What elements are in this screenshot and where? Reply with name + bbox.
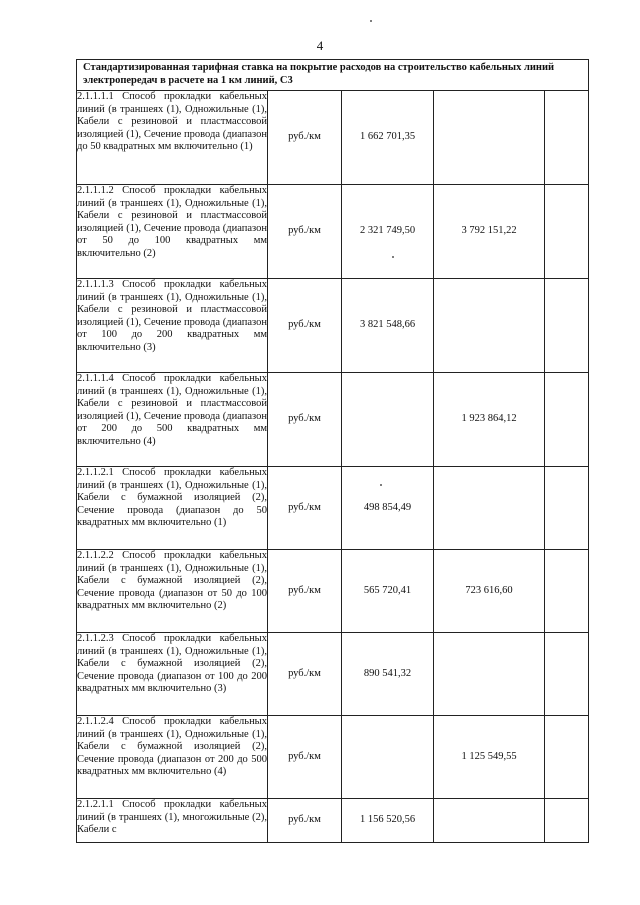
table-row: [77, 550, 589, 633]
table-row: [77, 716, 589, 799]
table-header-row: [77, 60, 589, 91]
row-value-1: 1 662 701,35: [342, 91, 434, 185]
row-unit: руб./км: [268, 185, 342, 279]
row-unit: руб./км: [268, 550, 342, 633]
page-number: 4: [316, 38, 324, 53]
row-description: 2.1.1.1.3 Способ прокладки кабельных линий (в траншеях (1), Одножильные (1), Кабели с резиновой и пластмассовой изоляцией (1), Сечение провода (диапазон от 100 до 200 квадратных мм включительно (3): [77, 279, 268, 373]
row-value-1: 3 821 548,66: [342, 279, 434, 373]
row-value-1: 565 720,41: [342, 550, 434, 633]
row-description: 2.1.1.2.2 Способ прокладки кабельных линий (в траншеях (1), Одножильные (1), Кабели с бумажной изоляцией (2), Сечение провода (диапазон от 50 до 100 квадратных мм включительно (2): [77, 550, 268, 633]
row-description: 2.1.1.2.3 Способ прокладки кабельных линий (в траншеях (1), Одножильные (1), Кабели с бумажной изоляцией (2), Сечение провода (диапазон от 100 до 200 квадратных мм включительно (3): [77, 633, 268, 716]
row-value-3: [545, 373, 589, 467]
scan-speck: [392, 256, 394, 258]
row-value-2: 1 923 864,12: [434, 373, 545, 467]
row-value-1: [342, 716, 434, 799]
row-value-2: [434, 633, 545, 716]
row-unit: руб./км: [268, 716, 342, 799]
row-unit: руб./км: [268, 633, 342, 716]
scan-speck: [370, 20, 372, 22]
row-description: 2.1.1.1.1 Способ прокладки кабельных линий (в траншеях (1), Одножильные (1), Кабели с резиновой и пластмассовой изоляцией (1), Сечение провода (диапазон до 50 квадратных мм включительно (1): [77, 91, 268, 185]
row-value-2: 723 616,60: [434, 550, 545, 633]
row-value-1: [342, 373, 434, 467]
table-row: [77, 799, 589, 843]
row-description: 2.1.1.1.2 Способ прокладки кабельных линий (в траншеях (1), Одножильные (1), Кабели с резиновой и пластмассовой изоляцией (1), Сечение провода (диапазон от 50 до 100 квадратных мм включительно (2): [77, 185, 268, 279]
row-value-2: [434, 467, 545, 550]
tariff-table: [76, 59, 589, 843]
row-value-2: [434, 91, 545, 185]
table-header: Стандартизированная тарифная ставка на покрытие расходов на строительство кабельных линий электропередач в расчете на 1 км линий, С3: [77, 60, 589, 91]
row-description: 2.1.1.1.4 Способ прокладки кабельных линий (в траншеях (1), Одножильные (1), Кабели с резиновой и пластмассовой изоляцией (1), Сечение провода (диапазон от 200 до 500 квадратных мм включительно (4): [77, 373, 268, 467]
row-value-3: [545, 716, 589, 799]
row-value-3: [545, 91, 589, 185]
row-unit: руб./км: [268, 91, 342, 185]
row-value-1: 498 854,49: [342, 467, 434, 550]
row-value-3: [545, 550, 589, 633]
row-value-3: [545, 633, 589, 716]
row-value-2: 1 125 549,55: [434, 716, 545, 799]
row-description: 2.1.1.2.4 Способ прокладки кабельных линий (в траншеях (1), Одножильные (1), Кабели с бумажной изоляцией (2), Сечение провода (диапазон от 200 до 500 квадратных мм включительно (4): [77, 716, 268, 799]
table-row: [77, 633, 589, 716]
row-unit: руб./км: [268, 467, 342, 550]
row-value-3: [545, 279, 589, 373]
row-value-1: 890 541,32: [342, 633, 434, 716]
table-row: [77, 279, 589, 373]
table-row: [77, 373, 589, 467]
row-description: 2.1.2.1.1 Способ прокладки кабельных линий (в траншеях (1), многожильные (2), Кабели с: [77, 799, 268, 843]
row-unit: руб./км: [268, 799, 342, 843]
row-value-2: 3 792 151,22: [434, 185, 545, 279]
table-row: [77, 91, 589, 185]
row-value-1: 2 321 749,50: [342, 185, 434, 279]
row-unit: руб./км: [268, 279, 342, 373]
table-row: [77, 185, 589, 279]
table-row: [77, 467, 589, 550]
row-value-1: 1 156 520,56: [342, 799, 434, 843]
row-unit: руб./км: [268, 373, 342, 467]
row-description: 2.1.1.2.1 Способ прокладки кабельных линий (в траншеях (1), Одножильные (1), Кабели с бумажной изоляцией (2), Сечение провода (диапазон до 50 квадратных мм включительно (1): [77, 467, 268, 550]
row-value-2: [434, 799, 545, 843]
row-value-3: [545, 185, 589, 279]
scan-speck: [380, 484, 382, 486]
row-value-2: [434, 279, 545, 373]
row-value-3: [545, 799, 589, 843]
row-value-3: [545, 467, 589, 550]
